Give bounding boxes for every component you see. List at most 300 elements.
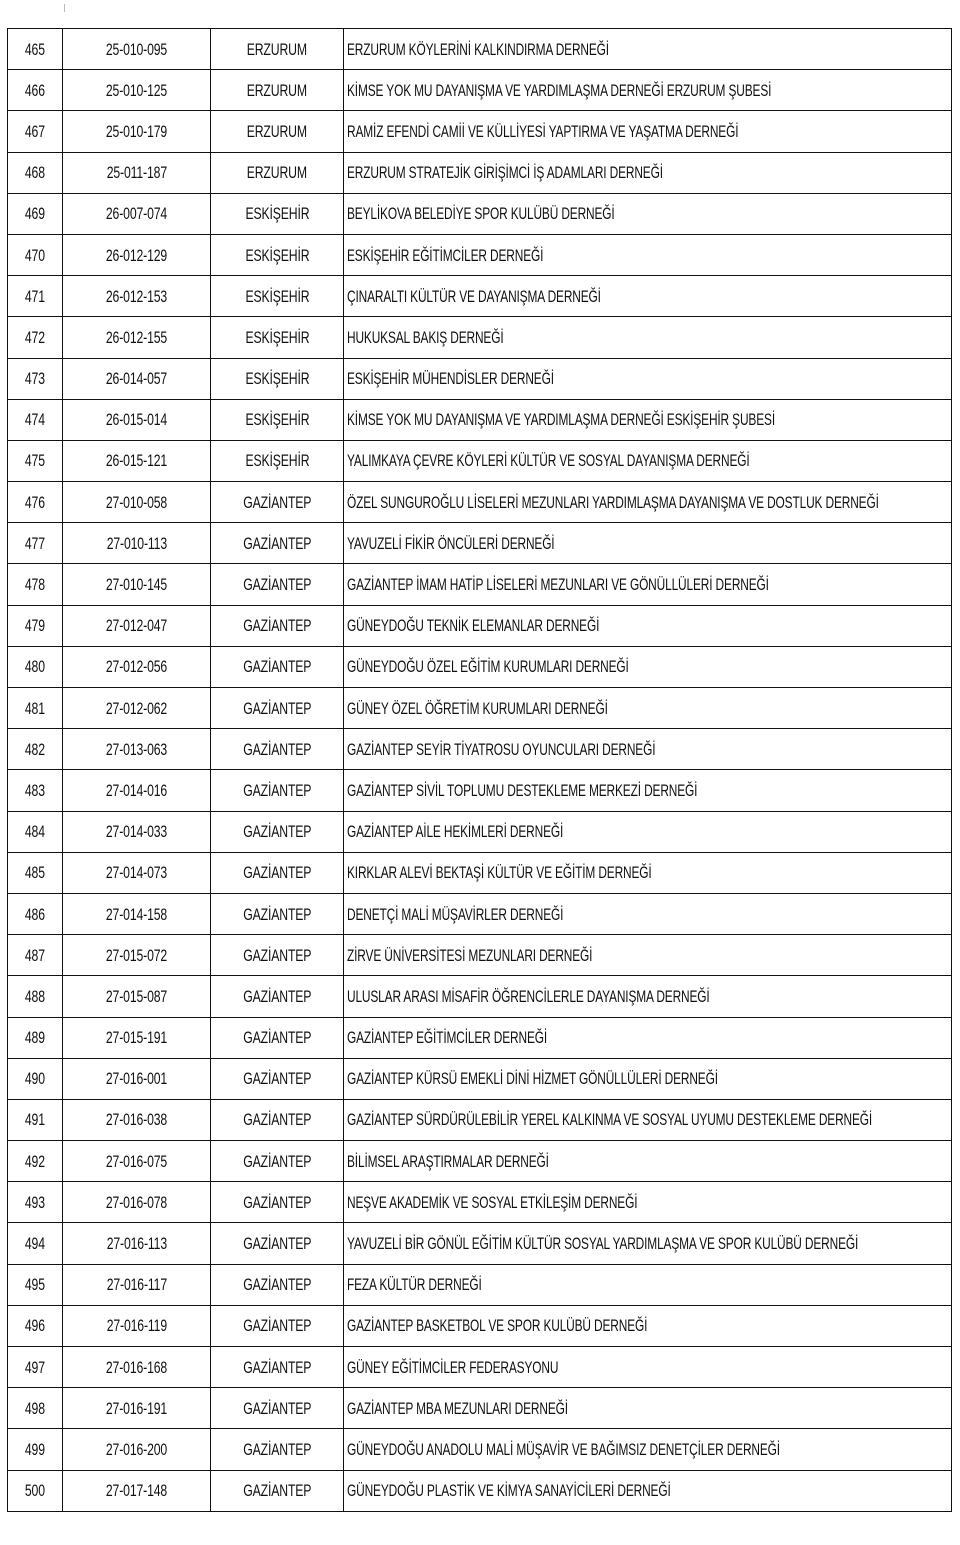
row-number: 486 [24,904,45,924]
row-number: 496 [24,1316,45,1336]
registry-sheet [7,28,952,1512]
city-name-cell [211,893,344,934]
table-row [8,1017,952,1058]
row-number: 472 [24,327,45,347]
table-row [8,1388,952,1429]
city-name: GAZİANTEP [242,1481,312,1501]
city-name: GAZİANTEP [242,616,312,636]
city-name: GAZİANTEP [242,863,312,883]
registry-code-cell [63,811,211,852]
city-name: GAZİANTEP [242,657,312,677]
row-number-cell [8,1264,63,1305]
registry-code: 27-012-056 [105,657,168,677]
table-row [8,440,952,481]
association-name: NEŞVE AKADEMİK VE SOSYAL ETKİLEŞİM DERNEĞİ [347,1192,638,1212]
registry-code-cell [63,29,211,70]
city-name: ERZURUM [246,39,308,59]
city-name-cell [211,1017,344,1058]
city-name: ERZURUM [246,121,308,141]
registry-code: 27-017-148 [105,1481,168,1501]
city-name-cell [211,1470,344,1511]
association-name: GÜNEY ÖZEL ÖĞRETİM KURUMLARI DERNEĞİ [347,698,608,718]
city-name: GAZİANTEP [242,1110,312,1130]
registry-code: 27-016-117 [106,1275,167,1295]
city-name-cell [211,976,344,1017]
registry-code-cell [63,317,211,358]
city-name: GAZİANTEP [242,1151,312,1171]
association-name-cell [344,646,952,687]
row-number: 488 [24,986,45,1006]
city-name-cell [211,70,344,111]
registry-code-cell [63,564,211,605]
row-number: 494 [24,1234,45,1254]
row-number: 465 [24,39,45,59]
association-name-cell [344,1058,952,1099]
row-number: 497 [24,1357,45,1377]
city-name: ERZURUM [246,163,308,183]
association-name-cell [344,276,952,317]
registry-code: 27-015-087 [105,986,168,1006]
registry-code: 27-016-075 [105,1151,168,1171]
row-number-cell [8,358,63,399]
association-name-cell [344,605,952,646]
registry-code-cell [63,852,211,893]
association-name-cell [344,564,952,605]
city-name-cell [211,29,344,70]
row-number-cell [8,1058,63,1099]
table-row [8,1305,952,1346]
association-name-cell [344,1388,952,1429]
association-name: KİMSE YOK MU DAYANIŞMA VE YARDIMLAŞMA DERNEĞİ ERZURUM ŞUBESİ [347,80,772,100]
city-name-cell [211,358,344,399]
table-row [8,234,952,275]
association-name-cell [344,1470,952,1511]
association-name-cell [344,317,952,358]
city-name: GAZİANTEP [242,1357,312,1377]
association-name: ERZURUM STRATEJİK GİRİŞİMCİ İŞ ADAMLARI DERNEĞİ [347,163,663,183]
city-name: GAZİANTEP [242,492,312,512]
city-name: GAZİANTEP [242,1028,312,1048]
table-row [8,1182,952,1223]
association-name-cell [344,399,952,440]
table-row [8,1099,952,1140]
row-number-cell [8,935,63,976]
city-name: ESKİŞEHİR [244,410,310,430]
registry-code-cell [63,358,211,399]
city-name-cell [211,564,344,605]
registry-code-cell [63,1141,211,1182]
table-row [8,317,952,358]
registry-code: 25-010-179 [105,121,168,141]
registry-code-cell [63,729,211,770]
table-row [8,564,952,605]
row-number-cell [8,1099,63,1140]
registry-code-cell [63,605,211,646]
row-number-cell [8,399,63,440]
registry-code-cell [63,1099,211,1140]
table-row [8,852,952,893]
association-name: BEYLİKOVA BELEDİYE SPOR KULÜBÜ DERNEĞİ [347,204,615,224]
city-name: ESKİŞEHİR [244,204,310,224]
association-name-cell [344,770,952,811]
row-number-cell [8,29,63,70]
city-name-cell [211,193,344,234]
association-name: DENETÇİ MALİ MÜŞAVİRLER DERNEĞİ [347,904,564,924]
row-number: 479 [24,616,45,636]
city-name: GAZİANTEP [242,1439,312,1459]
city-name-cell [211,523,344,564]
association-name-cell [344,729,952,770]
association-name-cell [344,976,952,1017]
registry-code-cell [63,1058,211,1099]
city-name: GAZİANTEP [242,1398,312,1418]
registry-code: 25-010-125 [105,80,168,100]
registry-code: 27-016-078 [105,1192,168,1212]
table-row [8,646,952,687]
city-name: GAZİANTEP [242,822,312,842]
city-name: GAZİANTEP [242,780,312,800]
city-name-cell [211,111,344,152]
row-number: 477 [24,533,45,553]
registry-code-cell [63,688,211,729]
row-number-cell [8,1429,63,1470]
association-table [7,28,952,1512]
city-name: GAZİANTEP [242,533,312,553]
table-row [8,1141,952,1182]
row-number-cell [8,317,63,358]
row-number-cell [8,605,63,646]
city-name: ESKİŞEHİR [244,245,310,265]
city-name-cell [211,729,344,770]
registry-code-cell [63,1388,211,1429]
city-name: GAZİANTEP [242,945,312,965]
registry-code: 26-012-129 [105,245,168,265]
city-name-cell [211,770,344,811]
city-name: ESKİŞEHİR [244,327,310,347]
association-name: GAZİANTEP AİLE HEKİMLERİ DERNEĞİ [347,822,564,842]
table-row [8,729,952,770]
association-name-cell [344,29,952,70]
table-row [8,358,952,399]
row-number: 498 [24,1398,45,1418]
association-name: RAMİZ EFENDİ CAMİİ VE KÜLLİYESİ YAPTIRMA VE YAŞATMA DERNEĞİ [347,121,739,141]
association-name-cell [344,482,952,523]
row-number-cell [8,1182,63,1223]
association-name-cell [344,1264,952,1305]
city-name: GAZİANTEP [242,1192,312,1212]
registry-code: 26-014-057 [105,369,168,389]
row-number-cell [8,976,63,1017]
association-name: ZİRVE ÜNİVERSİTESİ MEZUNLARI DERNEĞİ [347,945,593,965]
registry-code-cell [63,893,211,934]
association-name-cell [344,234,952,275]
row-number-cell [8,811,63,852]
registry-code: 27-016-200 [105,1439,168,1459]
association-name: GAZİANTEP SİVİL TOPLUMU DESTEKLEME MERKEZİ DERNEĞİ [347,780,698,800]
city-name-cell [211,440,344,481]
association-name: GAZİANTEP KÜRSÜ EMEKLİ DİNİ HİZMET GÖNÜLLÜLERİ DERNEĞİ [347,1069,718,1089]
association-name-cell [344,440,952,481]
table-row [8,605,952,646]
row-number: 474 [24,410,45,430]
association-name: ULUSLAR ARASI MİSAFİR ÖĞRENCİLERLE DAYANIŞMA DERNEĞİ [347,986,710,1006]
registry-code: 27-014-158 [105,904,168,924]
registry-code-cell [63,70,211,111]
registry-code-cell [63,1264,211,1305]
table-row [8,811,952,852]
row-number-cell [8,1305,63,1346]
row-number-cell [8,1470,63,1511]
association-name-cell [344,358,952,399]
registry-code: 27-010-058 [105,492,168,512]
association-name-cell [344,193,952,234]
row-number-cell [8,729,63,770]
row-number: 495 [24,1275,45,1295]
registry-code: 27-013-063 [105,739,168,759]
association-name: HUKUKSAL BAKIŞ DERNEĞİ [347,327,504,347]
association-name-cell [344,688,952,729]
table-row [8,111,952,152]
registry-code: 27-015-191 [105,1028,168,1048]
association-name: ESKİŞEHİR MÜHENDİSLER DERNEĞİ [347,369,554,389]
city-name-cell [211,1305,344,1346]
association-name: GAZİANTEP BASKETBOL VE SPOR KULÜBÜ DERNEĞİ [347,1316,648,1336]
row-number: 478 [24,575,45,595]
table-row [8,770,952,811]
association-name: KİMSE YOK MU DAYANIŞMA VE YARDIMLAŞMA DERNEĞİ ESKİŞEHİR ŞUBESİ [347,410,775,430]
association-name: ESKİŞEHİR EĞİTİMCİLER DERNEĞİ [347,245,544,265]
association-name: GAZİANTEP SÜRDÜRÜLEBİLİR YEREL KALKINMA VE SOSYAL UYUMU DESTEKLEME DERNEĞİ [347,1110,873,1130]
registry-code: 27-015-072 [105,945,168,965]
row-number: 466 [24,80,45,100]
row-number: 490 [24,1069,45,1089]
city-name-cell [211,605,344,646]
city-name: ESKİŞEHİR [244,451,310,471]
city-name-cell [211,1099,344,1140]
registry-code-cell [63,1470,211,1511]
association-name: FEZA KÜLTÜR DERNEĞİ [347,1275,482,1295]
city-name: GAZİANTEP [242,739,312,759]
association-name: ERZURUM KÖYLERİNİ KALKINDIRMA DERNEĞİ [347,39,609,59]
association-name-cell [344,1017,952,1058]
city-name-cell [211,935,344,976]
row-number: 480 [24,657,45,677]
city-name: ESKİŞEHİR [244,369,310,389]
city-name-cell [211,234,344,275]
association-name-cell [344,1223,952,1264]
row-number: 487 [24,945,45,965]
registry-code: 27-010-113 [106,533,167,553]
row-number: 471 [24,286,45,306]
city-name-cell [211,1223,344,1264]
city-name-cell [211,1347,344,1388]
row-number-cell [8,523,63,564]
table-row [8,482,952,523]
registry-code: 25-011-187 [106,163,167,183]
row-number-cell [8,152,63,193]
registry-code-cell [63,1182,211,1223]
registry-code: 27-014-073 [105,863,168,883]
association-name: GAZİANTEP EĞİTİMCİLER DERNEĞİ [347,1028,548,1048]
registry-code-cell [63,193,211,234]
association-name: GÜNEYDOĞU PLASTİK VE KİMYA SANAYİCİLERİ DERNEĞİ [347,1481,671,1501]
table-row [8,1058,952,1099]
registry-code-cell [63,523,211,564]
registry-code: 27-012-047 [105,616,168,636]
association-name: ÖZEL SUNGUROĞLU LİSELERİ MEZUNLARI YARDIMLAŞMA DAYANIŞMA VE DOSTLUK DERNEĞİ [347,492,879,512]
registry-code: 27-016-191 [105,1398,168,1418]
row-number-cell [8,893,63,934]
row-number-cell [8,440,63,481]
table-row [8,1429,952,1470]
row-number-cell [8,111,63,152]
registry-code-cell [63,399,211,440]
registry-code-cell [63,152,211,193]
row-number-cell [8,1347,63,1388]
city-name-cell [211,688,344,729]
association-name-cell [344,1305,952,1346]
table-row [8,893,952,934]
table-row [8,29,952,70]
city-name-cell [211,811,344,852]
table-row [8,276,952,317]
table-row [8,1264,952,1305]
city-name: GAZİANTEP [242,575,312,595]
city-name-cell [211,1429,344,1470]
table-row [8,976,952,1017]
registry-code-cell [63,234,211,275]
city-name: GAZİANTEP [242,1275,312,1295]
row-number-cell [8,1223,63,1264]
row-number: 493 [24,1192,45,1212]
registry-code: 27-016-119 [106,1316,167,1336]
association-name-cell [344,935,952,976]
association-name-cell [344,893,952,934]
association-name-cell [344,1347,952,1388]
city-name-cell [211,152,344,193]
table-row [8,152,952,193]
registry-code: 27-016-038 [105,1110,168,1130]
row-number: 500 [24,1481,45,1501]
registry-code: 26-007-074 [105,204,168,224]
row-number-cell [8,852,63,893]
row-number: 484 [24,822,45,842]
table-row [8,935,952,976]
registry-code: 26-012-153 [105,286,168,306]
association-name: YAVUZELİ BİR GÖNÜL EĞİTİM KÜLTÜR SOSYAL YARDIMLAŞMA VE SPOR KULÜBÜ DERNEĞİ [347,1234,859,1254]
row-number: 481 [24,698,45,718]
table-row [8,523,952,564]
city-name-cell [211,482,344,523]
row-number: 489 [24,1028,45,1048]
city-name-cell [211,1264,344,1305]
association-name: GÜNEYDOĞU ÖZEL EĞİTİM KURUMLARI DERNEĞİ [347,657,629,677]
association-name: ÇINARALTI KÜLTÜR VE DAYANIŞMA DERNEĞİ [347,286,601,306]
city-name: GAZİANTEP [242,1234,312,1254]
city-name-cell [211,399,344,440]
row-number: 473 [24,369,45,389]
registry-code: 26-015-121 [105,451,168,471]
row-number-cell [8,1388,63,1429]
row-number-cell [8,688,63,729]
registry-code-cell [63,1223,211,1264]
registry-code-cell [63,1305,211,1346]
association-name: GÜNEY EĞİTİMCİLER FEDERASYONU [347,1357,559,1377]
association-name-cell [344,1182,952,1223]
row-number-cell [8,234,63,275]
city-name-cell [211,1141,344,1182]
city-name: GAZİANTEP [242,698,312,718]
association-name-cell [344,1429,952,1470]
association-name-cell [344,70,952,111]
association-name: GAZİANTEP SEYİR TİYATROSU OYUNCULARI DERNEĞİ [347,739,656,759]
association-name-cell [344,111,952,152]
row-number: 483 [24,780,45,800]
table-row [8,70,952,111]
registry-code-cell [63,111,211,152]
association-name: YAVUZELİ FİKİR ÖNCÜLERİ DERNEĞİ [347,533,555,553]
row-number-cell [8,564,63,605]
city-name-cell [211,276,344,317]
row-number: 485 [24,863,45,883]
association-name-cell [344,852,952,893]
registry-code: 27-016-001 [105,1069,168,1089]
registry-code: 25-010-095 [105,39,168,59]
row-number-cell [8,1017,63,1058]
association-table-body [8,29,952,1512]
row-number-cell [8,482,63,523]
row-number: 470 [24,245,45,265]
row-number: 475 [24,451,45,471]
registry-code-cell [63,276,211,317]
city-name: GAZİANTEP [242,1316,312,1336]
association-name-cell [344,523,952,564]
table-row [8,688,952,729]
city-name-cell [211,1388,344,1429]
row-number: 482 [24,739,45,759]
city-name-cell [211,1182,344,1223]
registry-code-cell [63,976,211,1017]
registry-code-cell [63,1347,211,1388]
association-name: BİLİMSEL ARAŞTIRMALAR DERNEĞİ [347,1151,549,1171]
table-row [8,399,952,440]
table-row [8,1223,952,1264]
table-row [8,1347,952,1388]
row-number: 469 [24,204,45,224]
registry-code: 27-014-033 [105,822,168,842]
city-name-cell [211,1058,344,1099]
city-name-cell [211,317,344,358]
registry-code-cell [63,1429,211,1470]
association-name: GAZİANTEP MBA MEZUNLARI DERNEĞİ [347,1398,568,1418]
row-number-cell [8,646,63,687]
registry-code-cell [63,440,211,481]
city-name: ESKİŞEHİR [244,286,310,306]
row-number: 467 [24,121,45,141]
association-name-cell [344,1099,952,1140]
association-name-cell [344,811,952,852]
city-name-cell [211,646,344,687]
city-name: GAZİANTEP [242,904,312,924]
row-number-cell [8,70,63,111]
table-row [8,1470,952,1511]
row-number: 491 [24,1110,45,1130]
registry-code-cell [63,482,211,523]
scan-mark [64,4,65,12]
row-number-cell [8,276,63,317]
registry-code: 26-012-155 [105,327,168,347]
association-name-cell [344,1141,952,1182]
